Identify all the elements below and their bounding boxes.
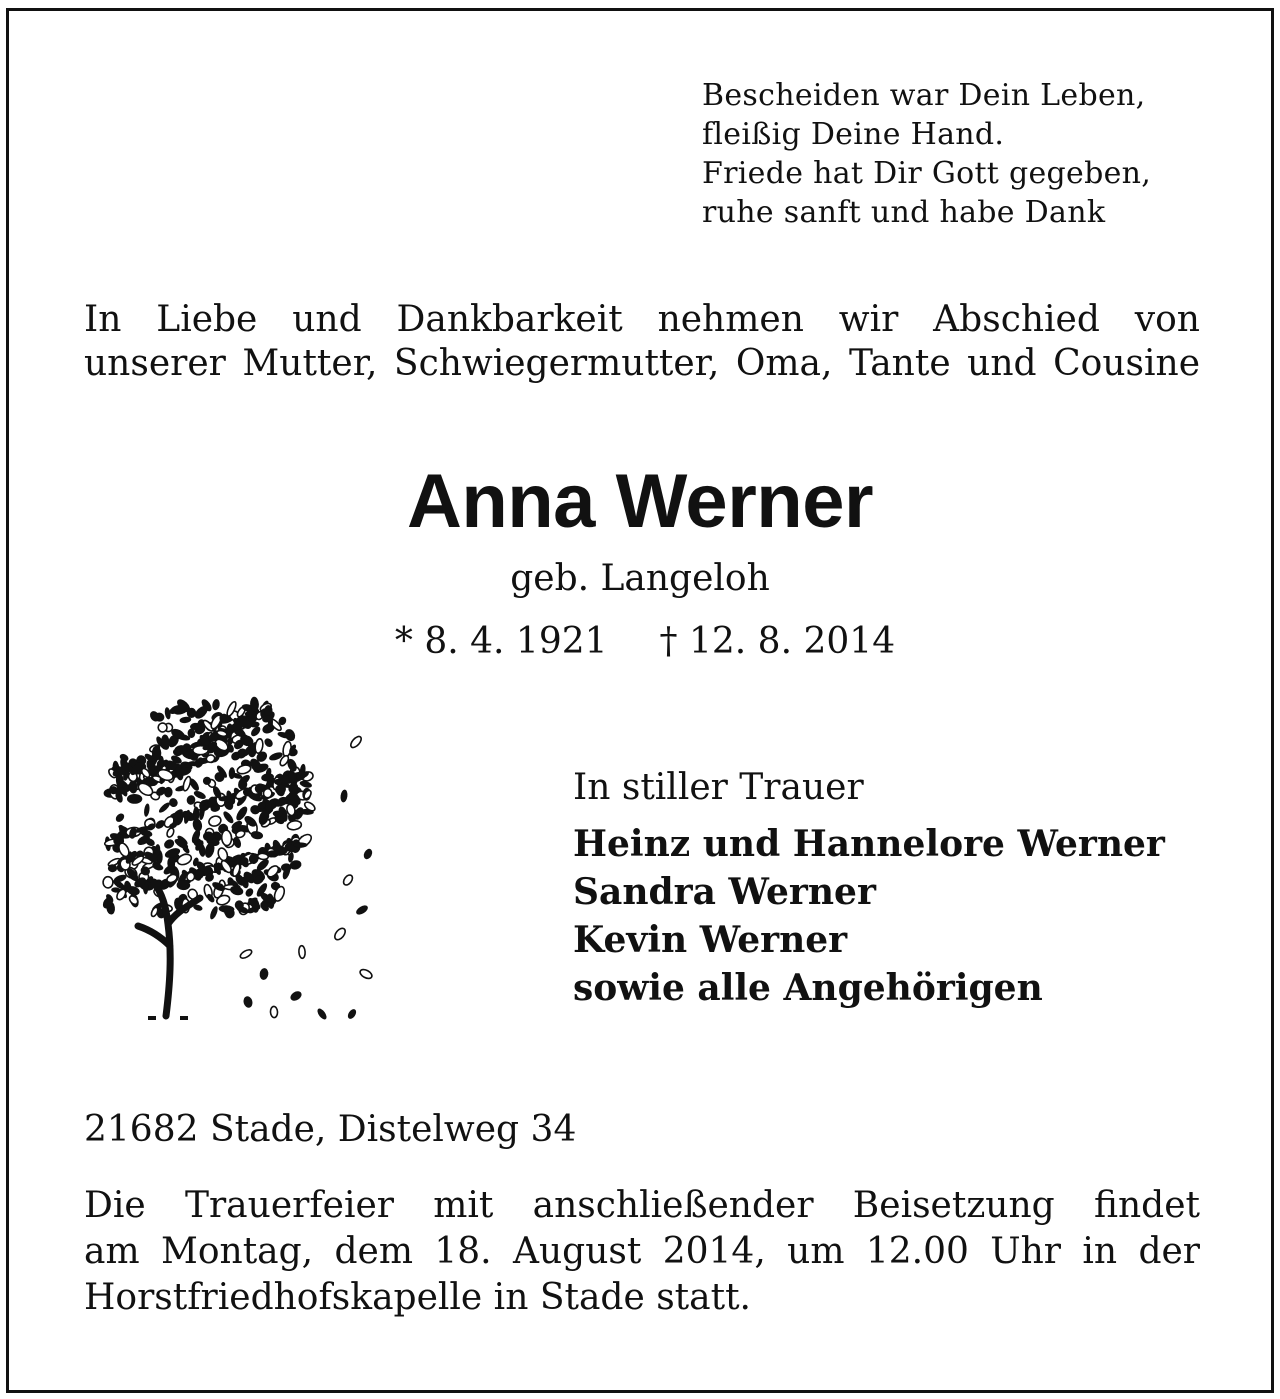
mourning-heading: In stiller Trauer [573, 767, 864, 808]
poem-line: fleißig Deine Hand. [702, 117, 1005, 152]
poem-line: Bescheiden war Dein Leben, [702, 78, 1146, 113]
service-line: am Montag, dem 18. August 2014, um 12.00 Uhr in der [84, 1231, 1200, 1272]
mourner-name: sowie alle Angehörigen [573, 967, 1043, 1009]
mourner-name: Heinz und Hannelore Werner [573, 823, 1165, 865]
mourners-block [573, 764, 1253, 1012]
poem-verse [702, 76, 1222, 232]
poem-line: Friede hat Dir Gott gegeben, [702, 156, 1152, 191]
intro-line: In Liebe und Dankbarkeit nehmen wir Abschied von [84, 299, 1200, 340]
funeral-service-text [84, 1183, 1200, 1321]
mourner-name: Kevin Werner [573, 919, 848, 961]
family-address: 21682 Stade, Distelweg 34 [84, 1109, 577, 1150]
life-dates [0, 620, 1280, 664]
intro-text [84, 298, 1200, 386]
tree-in-wind-icon [96, 684, 386, 1024]
service-line: Horstfriedhofskapelle in Stade statt. [84, 1277, 751, 1318]
mourner-name: Sandra Werner [573, 871, 876, 913]
poem-line: ruhe sanft und habe Dank [702, 195, 1106, 230]
death-date: † 12. 8. 2014 [659, 621, 896, 662]
birth-date: * 8. 4. 1921 [394, 621, 608, 662]
intro-line: unserer Mutter, Schwiegermutter, Oma, Tante und Cousine [84, 343, 1200, 384]
tree-trunk [138, 882, 200, 1016]
deceased-name: Anna Werner [406, 459, 874, 544]
service-line: Die Trauerfeier mit anschließender Beisetzung findet [84, 1185, 1200, 1226]
birth-name: geb. Langeloh [510, 558, 770, 599]
